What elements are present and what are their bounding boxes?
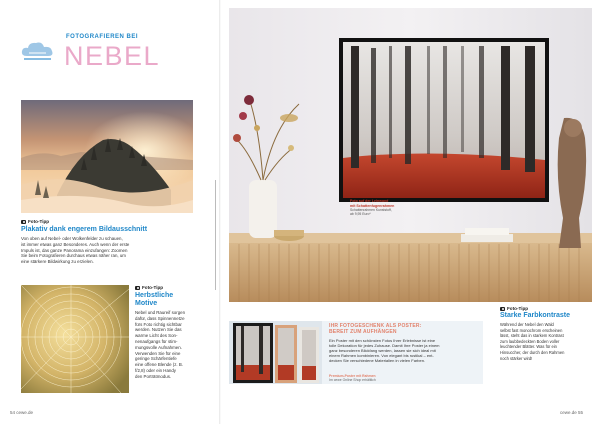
tip-line: dafür, dass Spinnennetze [135, 315, 185, 321]
spiderweb-photo [21, 285, 129, 393]
caption-title-line: mit Schattenfugenrahmen [350, 203, 395, 208]
tip-label-row [135, 285, 163, 290]
caption-line: ab 9,95 Euro* [350, 212, 371, 217]
tip-line: selbst fast monochrom erscheinen [500, 327, 563, 333]
photo-caption-text [350, 208, 392, 217]
header-kicker: FOTOGRAFIEREN BEI [66, 34, 139, 40]
tip-line: eine offene Blende (z. B. [135, 362, 184, 368]
tip-body [135, 310, 185, 380]
page-title: NEBEL [64, 41, 161, 71]
tip-line: geringe Schärfentiefe [135, 356, 177, 362]
tip-line: lässt, steht das in starkem Kontrast [500, 333, 564, 339]
tip-label-row [500, 306, 528, 311]
camera-icon [500, 307, 505, 311]
tip-line: Hinsuccher, der durch den Rahmen [500, 349, 565, 355]
tip-line: Sie beim Fotografieren durchaus etwas näher ran, um [21, 253, 126, 259]
vertical-credit-strip [215, 180, 216, 290]
promo-line: ganz besonderen Blickfang werden, lassen sie sich ideal mit [329, 348, 436, 354]
tip-line: zum laubbedeckten Boden voller [500, 338, 560, 344]
tip-line: mungsvolle Aufnahmen. [135, 344, 182, 350]
tip-label: Foto-Tipp [28, 219, 50, 224]
tip-heading: Plakativ dank engerem Bildausschnitt [21, 226, 148, 233]
caption-title-line: Foto auf der Leinwand [350, 199, 389, 203]
framed-posters-thumbnail [229, 321, 322, 384]
fog-mountain-photo [21, 100, 193, 213]
promo-link-label[interactable]: Premium-Poster mit Rahmen [329, 374, 376, 378]
caption-line: Schattenrahmen Kunststoff, [350, 208, 392, 212]
promo-heading [329, 323, 422, 335]
tip-line: f/2,8) oder ein Handy [135, 367, 177, 373]
tip-line: Verwenden Sie für eine [135, 350, 181, 356]
promo-heading-line: IHR FOTOGESCHENK ALS POSTER: [329, 323, 422, 329]
tip-line: Während der Nebel den Wald [500, 322, 554, 327]
tip-line: Von oben auf Nebel- oder Wolkenfelder zu schauen, [21, 236, 123, 241]
promo-line: einem Rahmen kombinieren. Von elegant bis rustikal – ent- [329, 353, 434, 359]
promo-line: Ein Poster mit den schönsten Fotos Ihrer Erlebnisse ist eine [329, 338, 436, 343]
promo-link-text: Im cewe Online Shop erhältlich [329, 378, 376, 382]
page-number-right: cewe.de 55 [560, 410, 584, 415]
tip-line: den Porträtmodus. [135, 373, 172, 379]
tip-line: noch stärker wird! [500, 355, 533, 361]
tip-label: Foto-Tipp [507, 306, 529, 311]
page-number-left: 54 cewe.de [10, 410, 34, 415]
tip-line: werden. Nutzen Sie das [135, 327, 182, 333]
tip-line: ist immer etwas ganz Besonderes. Auch wenn der erste [21, 241, 130, 247]
living-room-photo [229, 8, 592, 302]
photo-caption-title [350, 199, 394, 208]
cloud-icon [21, 40, 55, 60]
tip-line: Impuls ist, das ganze Panorama einzufangen: Zoomen [21, 247, 128, 253]
tip-heading [135, 292, 173, 308]
promo-line: decken Sie verschiedene Materialien in vielen Farben. [329, 358, 426, 364]
tip-line: eine stärkere Bildwirkung zu erzielen. [21, 259, 94, 265]
camera-icon [135, 286, 140, 290]
promo-heading-line: BEREIT ZUM AUFHÄNGEN [329, 329, 397, 335]
tip-line: warme Licht des Son- [135, 333, 178, 339]
tip-label: Foto-Tipp [142, 285, 164, 290]
promo-line: tolle Dekoration für jedes Zuhause. Damit Ihre Poster ja einem [329, 343, 440, 349]
tip-line: leuchtender Blätter. Was für ein [500, 344, 557, 350]
camera-icon [21, 220, 26, 224]
tip-line: Nebel und Raureif sorgen [135, 310, 186, 315]
tip-label-row [21, 219, 49, 224]
tip-heading-line: Herbstliche [135, 292, 174, 299]
tip-line: fürs Foto richtig sichtbar [135, 321, 182, 327]
tip-heading-line: Motive [135, 300, 158, 307]
promo-body [329, 338, 479, 363]
tip-line: nenaufgangs für stim- [135, 338, 178, 344]
tip-body [500, 322, 564, 361]
tip-heading: Starke Farbkontraste [500, 312, 571, 319]
tip-body [21, 236, 129, 265]
